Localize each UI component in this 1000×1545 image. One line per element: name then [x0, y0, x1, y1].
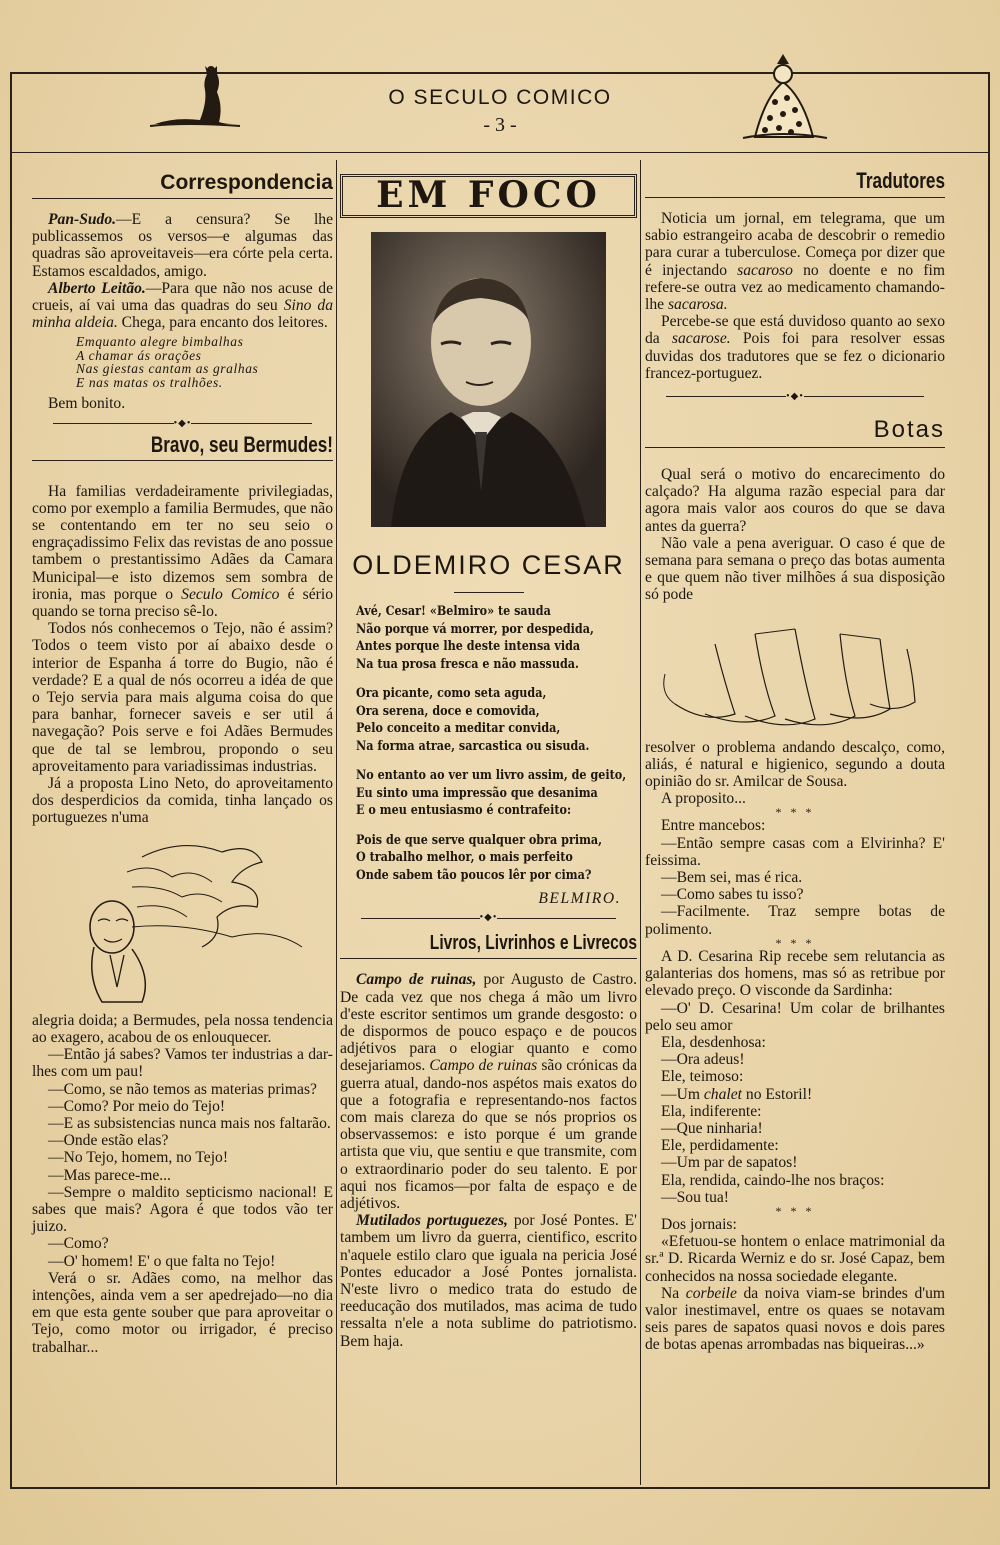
- page-number: - 3 -: [483, 114, 517, 136]
- bare-feet-illustration: [645, 604, 945, 739]
- correspondencia-reply-2: [32, 280, 333, 332]
- dialogue-line: —Como, se não temos as materias primas?: [48, 1080, 317, 1098]
- frame-right-rule: [988, 72, 990, 1487]
- bravo-closing: Verá o sr. Adães como, na melhor das intenções, ainda vem a ser apedrejado—no dia em que esta gente souber que para aproveitar o Tejo, como motor ou irrigador, é preciso trabalhar...: [32, 1269, 333, 1356]
- verse-line: E o meu entusiasmo é contrafeito:: [356, 803, 572, 819]
- em-foco-banner: EM FOCO: [340, 174, 637, 218]
- portrait-caption: OLDEMIRO CESAR: [352, 550, 625, 580]
- text: —Um: [661, 1085, 704, 1103]
- book-title: Mutilados portuguezes,: [356, 1212, 508, 1230]
- bravo-paragraph-4: alegria doida; a Bermudes, pela nossa tendencia ao exagero, acabou de os enlouquecer.: [32, 1011, 333, 1046]
- anecdote-line: Ela, desdenhosa:: [661, 1033, 766, 1051]
- text: Ha familias verdadeiramente privilegiadas, como por exemplo a familia Bermudes, que não se contentando em ter no seu seio o engraçadissimo Felix das revistas de ano possue tambem o prestantissimo Adães da Camara Municipal—e isto dizemos sem sombra de ironia, mas porque o: [32, 482, 333, 603]
- text: é sério quando se torna preciso sê-lo.: [32, 585, 333, 621]
- bravo-paragraph-3: Já a proposta Lino Neto, do aproveitamento dos desperdicios da comida, tinha lançado os portuguezes n'uma: [32, 775, 333, 827]
- verse-line: Na forma atrae, sarcastica ou sisuda.: [356, 738, 590, 754]
- section-stars: * * *: [775, 1203, 815, 1218]
- anecdote-line: Dos jornais:: [661, 1215, 737, 1233]
- text: no Estoril!: [742, 1085, 813, 1103]
- botas-paragraph-4: A proposito...: [661, 790, 746, 808]
- column-center: [340, 160, 637, 1350]
- heading-rule: [645, 447, 945, 448]
- bravo-heading: Bravo, seu Bermudes!: [150, 431, 333, 457]
- dialogue-line: —O' homem! E' o que falta no Tejo!: [48, 1252, 276, 1270]
- frame-left-rule: [10, 72, 12, 1487]
- dialogue-line: —Sempre o maldito septicismo nacional! E sabes que mais? Agora é que todos vão ter juizo.: [32, 1183, 333, 1236]
- anecdote-line: Ele, teimoso:: [661, 1068, 744, 1086]
- dialogue-line: —Onde estão elas?: [48, 1132, 169, 1150]
- book-title: Campo de ruinas,: [356, 971, 477, 989]
- verse-line: O trabalho melhor, o mais perfeito: [356, 850, 573, 866]
- verse-line: A chamar ás orações: [76, 347, 202, 363]
- anecdote-line: —Sou tua!: [661, 1188, 730, 1206]
- text: por Augusto de Castro. De cada vez que nos chega á mão um livro d'este escritor sentimos um grande desgosto: o de dispormos de pouco espaço e de poucos adjétivos para o elogiar quanto e como desejariamos.: [340, 971, 638, 1075]
- anecdote-line: —Ora adeus!: [661, 1051, 745, 1069]
- reply-text: —E a censura? Se lhe publicassemos os versos—e algumas das quadras são aproveitaveis—era córte pela certa. Estamos escaldados, amigo.: [32, 211, 333, 280]
- term: sacaroso: [737, 261, 793, 279]
- publication-name: Seculo Comico: [181, 585, 280, 603]
- livros-heading: Livros, Livrinhos e Livrecos: [429, 932, 637, 955]
- anecdote-line: [645, 1086, 945, 1103]
- masthead-title: O SECULO COMICO: [388, 86, 612, 109]
- header-rule: [12, 152, 988, 153]
- anecdote-line: —Como sabes tu isso?: [661, 886, 804, 904]
- poem-title: Sino da minha aldeia.: [32, 297, 333, 332]
- anecdote-line: Ela, rendida, caindo-lhe nos braços:: [661, 1171, 885, 1189]
- heading-rule: [32, 198, 333, 199]
- anecdote-line: Ele, perdidamente:: [661, 1137, 779, 1155]
- tradutores-paragraph-2: [645, 313, 945, 382]
- anecdote-line: «Efetuou-se hontem o enlace matrimonial da sr.ª D. Ricarda Werniz e do sr. José Capaz, bem conhecidos na nossa sociedade elegante.: [645, 1233, 945, 1285]
- anecdote-line: —O' D. Cesarina! Um colar de brilhantes pelo seu amor: [645, 999, 945, 1034]
- anecdote-line: —Um par de sapatos!: [661, 1154, 798, 1172]
- dialogue-line: —Então já sabes? Vamos ter industrias a dar-lhes com um pau!: [32, 1046, 333, 1081]
- tradutores-heading: Tradutores: [856, 168, 945, 193]
- verse-line: Pelo conceito a meditar convida,: [356, 721, 561, 737]
- reply-text: Chega, para encanto dos leitores.: [117, 314, 328, 332]
- dialogue-line: —Como? Por meio do Tejo!: [48, 1097, 226, 1115]
- text: no doente e no fim refere-se outra vez ao medicamento chamando-lhe: [645, 261, 945, 314]
- reply-text: —Para que não nos acuse de crueis, aí vai uma das quadras do seu: [32, 279, 333, 315]
- caption-rule: [454, 592, 524, 593]
- verse-line: Nas giestas cantam as gralhas: [76, 361, 259, 377]
- book-title: Campo de ruinas: [429, 1057, 538, 1075]
- caricature-illustration: [32, 827, 332, 1012]
- correspondencia-heading: Correspondencia: [160, 171, 333, 194]
- column-left: [32, 160, 333, 1356]
- ornamental-divider: •◆•: [340, 913, 637, 923]
- book-review-1: [340, 971, 637, 1212]
- verse-line: Não porque vá morrer, por despedida,: [356, 621, 594, 637]
- dialogue-line: —E as subsistencias nunca mais nos faltarão.: [48, 1114, 331, 1132]
- anecdote-line: —Bem sei, mas é rica.: [661, 869, 803, 887]
- heading-rule: [32, 460, 333, 461]
- verse-line: Ora serena, doce e comovida,: [356, 703, 540, 719]
- text: da noiva viam-se brindes d'um valor inestimavel, entre os quaes se notavam seis pares de sapatos quasi novos e dois pares de botas apenas arrombadas nas biqueiras...»: [645, 1284, 945, 1354]
- verse-line: Na tua prosa fresca e não massuda.: [356, 656, 579, 672]
- verse-line: Eu sinto uma impressão que desanima: [356, 785, 598, 801]
- verse-line: Avé, Cesar! «Belmiro» te sauda: [356, 604, 551, 620]
- sonnet: [356, 603, 637, 884]
- reply-signature: Alberto Leitão.: [48, 279, 146, 297]
- section-stars: * * *: [775, 935, 815, 950]
- correspondencia-closing: Bem bonito.: [48, 395, 126, 413]
- correspondencia-reply-1: [32, 211, 333, 280]
- portrait-photo: [371, 232, 606, 527]
- bravo-paragraph-1: [32, 483, 333, 621]
- botas-paragraph-2: Não vale a pena averiguar. O caso é que de semana para semana o preço das botas aumenta e que quem não tiver milhões á sua disposição só pode: [645, 534, 945, 604]
- verse-line: Ora picante, como seta aguda,: [356, 686, 547, 702]
- term: chalet: [703, 1085, 742, 1103]
- bravo-paragraph-2: Todos nós conhecemos o Tejo, não é assim? Todos o teem visto por aí abaixo desde o interior de Espanha á torre do Bugio, não é verdade? E a qual de nós ocorreu a idéa de que o Tejo servia para mais alguma coisa do que para banhar, fornecer saveis e ser util á navegação? Pois serve e foi Adães Bermudes que de tal se lembrou, propondo o seu aproveitamento para variadissimas industrias.: [32, 620, 333, 775]
- poem-signature: BELMIRO.: [538, 890, 621, 908]
- term: sacarose.: [671, 330, 731, 348]
- botas-paragraph-3: resolver o problema andando descalço, como, aliás, é natural e higienico, segundo a douta opinião do sr. Amilcar de Sousa.: [645, 738, 945, 791]
- reply-signature: Pan-Sudo.: [48, 211, 117, 228]
- anecdote-line: [645, 1285, 945, 1354]
- frame-bottom-rule: [10, 1487, 990, 1489]
- verse-line: Onde sabem tão poucos lêr por cima?: [356, 867, 592, 883]
- verse-line: Pois de que serve qualquer obra prima,: [356, 832, 603, 848]
- dialogue-line: —No Tejo, homem, no Tejo!: [48, 1149, 229, 1167]
- verse-line: No entanto ao ver um livro assim, de geito,: [356, 768, 627, 784]
- anecdote-line: A D. Cesarina Rip recebe sem relutancia as galanterias dos homens, mas só as retribue por elevado preço. O visconde da Sardinha:: [645, 947, 945, 1000]
- term: sacarosa.: [667, 296, 728, 314]
- column-separator-left: [336, 160, 337, 1485]
- anecdote-line: —Então sempre casas com a Elvirinha? E' feissima.: [645, 834, 945, 869]
- botas-paragraph-1: Qual será o motivo do encarecimento do calçado? Ha alguma razão especial para dar agora mais valor aos couros do que se dava antes da guerra?: [645, 466, 945, 535]
- ornamental-divider: •◆•: [645, 392, 945, 402]
- tradutores-paragraph-1: [645, 210, 945, 313]
- anecdote-line: Ela, indiferente:: [661, 1102, 762, 1120]
- section-stars: * * *: [775, 805, 815, 820]
- heading-rule: [645, 197, 945, 198]
- text: Na: [661, 1284, 686, 1302]
- verse-line: E nas matas os tralhões.: [76, 374, 223, 390]
- text: são crónicas da guerra atual, dando-nos aspétos mais exatos do que a fotografia e representando-nos factos com mais clareza do que se nós proprios os observassemos: e isto porque é um grande artista que viu, que sentiu e que transmite, com o extraordinario poder do seu talento. E por aqui nos ficamos—por falta de espaço e de adjétivos.: [340, 1057, 638, 1213]
- dialogue-line: —Mas parece-me...: [48, 1166, 171, 1184]
- ornamental-divider: •◆•: [32, 419, 333, 429]
- heading-rule: [340, 958, 637, 959]
- quatrain: [76, 335, 333, 389]
- text: por José Pontes. E' tambem um livro da guerra, cientifico, escrito n'aquele estilo claro que iguala na pericia José Pontes educador a José Pontes jornalista. N'este livro o medico trata do estudo de reeducação dos mutilados, mas acima de tudo ressalta n'ele a nota sublime do patriotismo. Bem haja.: [340, 1212, 637, 1350]
- column-separator-right: [640, 160, 641, 1485]
- verse-line: Emquanto alegre bimbalhas: [76, 334, 244, 350]
- text: Percebe-se que está duvidoso quanto ao sexo da: [645, 313, 945, 348]
- dialogue-line: —Como?: [48, 1235, 109, 1253]
- term: corbeile: [685, 1284, 737, 1302]
- anecdote-line: —Que ninharia!: [661, 1119, 763, 1137]
- anecdote-line: Entre mancebos:: [661, 817, 766, 835]
- verse-line: Antes porque lhe deste intensa vida: [356, 639, 581, 655]
- book-review-2: [340, 1212, 637, 1350]
- text: Noticia um jornal, em telegrama, que um sabio estrangeiro acaba de descobrir o remedio para curar a tuberculose. Começa por dizer que é injectando: [645, 210, 945, 279]
- botas-heading: Botas: [873, 416, 945, 444]
- text: Pois foi para resolver essas duvidas dos tradutores que se fez o dicionario francez-portuguez.: [645, 330, 945, 382]
- column-right: [645, 160, 945, 1354]
- anecdote-line: —Facilmente. Traz sempre botas de polimento.: [645, 903, 945, 938]
